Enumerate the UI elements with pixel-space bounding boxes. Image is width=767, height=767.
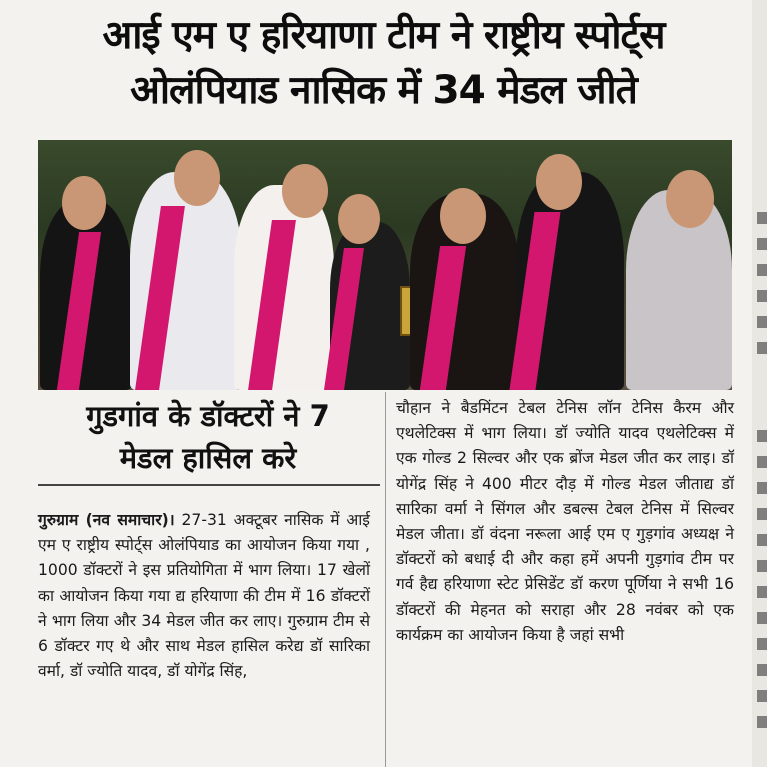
text-fragment	[757, 316, 767, 328]
adjacent-column-edge	[752, 0, 767, 767]
text-fragment	[757, 290, 767, 302]
text-fragment	[757, 690, 767, 702]
article-text-1: 27-31 अक्टूबर नासिक में आई एम ए राष्ट्रीय स्पोर्ट्स ओलंपियाड का आयोजन किया गया , 1000 डॉक्टरों ने इस प्रतियोगिता में भाग लिया। 17 खेलों का आयोजन किया गया द्य हरियाणा की टीम में 16 डॉक्टरों ने भाग लिया और 34 मेडल जीत कर लाए। गुरुग्राम टीम से 6 डॉक्टर गए थे और साथ मेडल हासिल करेद्य डॉ सारिका वर्मा, डॉ ज्योति यादव, डॉ योगेंद्र सिंह,	[38, 511, 370, 681]
person-head	[536, 154, 582, 210]
text-fragment	[757, 560, 767, 572]
headline	[0, 8, 767, 118]
subheadline-line-1: गुडगांव के डॉक्टरों ने 7	[86, 399, 330, 433]
text-fragment	[757, 430, 767, 442]
section-rule	[38, 484, 380, 486]
person-head	[440, 188, 486, 244]
person-head	[174, 150, 220, 206]
text-fragment	[757, 612, 767, 624]
text-fragment	[757, 716, 767, 728]
text-fragment	[757, 342, 767, 354]
subheadline	[38, 395, 378, 479]
article-column-1	[38, 508, 370, 684]
text-fragment	[757, 534, 767, 546]
headline-line-2: ओलंपियाड नासिक में 34 मेडल जीते	[130, 68, 637, 113]
text-fragment	[757, 456, 767, 468]
person-head	[62, 176, 106, 230]
text-fragment	[757, 508, 767, 520]
person-head	[338, 194, 380, 244]
article-column-2	[396, 396, 734, 648]
text-fragment	[757, 264, 767, 276]
subheadline-line-2: मेडल हासिल करे	[119, 441, 297, 475]
text-fragment	[757, 638, 767, 650]
text-fragment	[757, 238, 767, 250]
text-fragment	[757, 482, 767, 494]
column-divider	[385, 392, 386, 767]
person-head	[282, 164, 328, 218]
text-fragment	[757, 586, 767, 598]
headline-line-1: आई एम ए हरियाणा टीम ने राष्ट्रीय स्पोर्ट्स	[102, 13, 665, 58]
article-text-2: चौहान ने बैडमिंटन टेबल टेनिस लॉन टेनिस कैरम और एथलेटिक्स में भाग लिया। डॉ ज्योति यादव एथलेटिक्स में एक गोल्ड 2 सिल्वर और एक ब्रोंज मेडल जीत कर लाइ। डॉ योगेंद्र सिंह ने 400 मीटर दौड़ में गोल्ड मेडल जीताद्य डॉ सारिका वर्मा ने सिंगल और डबल्स टेबल टेनिस में सिल्वर मेडल जीता। डॉ वंदना नरूला आई एम ए गुड़गांव अध्यक्ष ने डॉक्टरों को बधाई दी और कहा हमें अपनी गुड़गांव टीम पर गर्व हैद्य हरियाणा स्टेट प्रेसिडेंट डॉ करण पूर्णिया ने सभी 16 डॉक्टरों की मेहनत को सराहा और 28 नवंबर को एक कार्यक्रम का आयोजन किया है जहां सभी	[396, 399, 734, 644]
dateline: गुरुग्राम (नव समाचार)।	[38, 511, 175, 529]
group-photo	[38, 140, 732, 390]
text-fragment	[757, 664, 767, 676]
text-fragment	[757, 212, 767, 224]
person-head	[666, 170, 714, 228]
